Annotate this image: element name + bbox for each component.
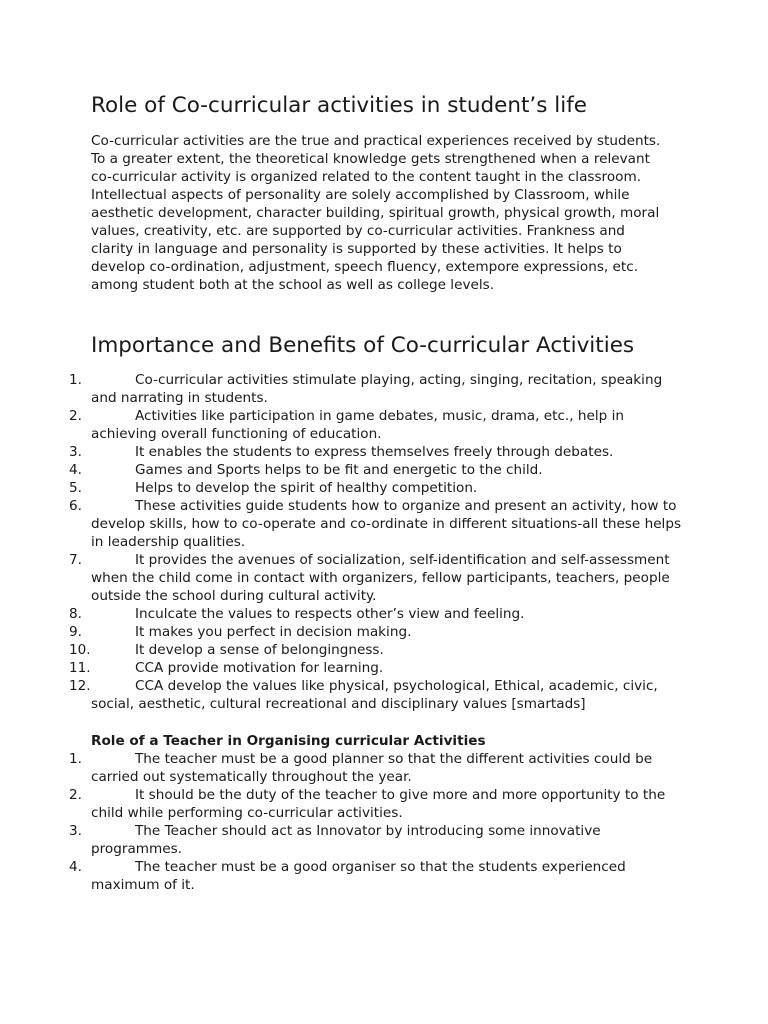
list-item bbox=[0, 822, 690, 858]
list-number: 1. bbox=[69, 372, 82, 388]
list-text: CCA provide motivation for learning. bbox=[135, 660, 384, 676]
teacher-roles-list bbox=[0, 750, 690, 894]
list-text: CCA develop the values like physical, psychological, Ethical, academic, civic, social, aesthetic, cultural recreational and disciplinary values [smartads] bbox=[91, 678, 658, 712]
list-text: These activities guide students how to organize and present an activity, how to develop skills, how to co-operate and co-ordinate in different situations-all these helps in leadership qualities. bbox=[91, 498, 682, 550]
list-text: It makes you perfect in decision making. bbox=[135, 624, 412, 640]
list-item bbox=[0, 605, 690, 623]
list-number: 12. bbox=[69, 678, 91, 694]
list-item bbox=[0, 623, 690, 641]
intro-paragraph: Co-curricular activities are the true and practical experiences received by students. To a greater extent, the theoretical knowledge gets strengthened when a relevant co-curricular activity is organized related to the content taught in the classroom. Intellectual aspects of personality are solely accomplished by Classroom, while aesthetic development, character building, spiritual growth, physical growth, moral values, creativity, etc. are supported by co-curricular activities. Frankness and clarity in language and personality is supported by these activities. It helps to develop co-ordination, adjustment, speech fluency, extempore expressions, etc. among student both at the school as well as college levels. bbox=[91, 133, 661, 293]
list-number: 6. bbox=[69, 498, 82, 514]
list-item bbox=[0, 750, 690, 786]
list-text: It should be the duty of the teacher to give more and more opportunity to the child while performing co-curricular activities. bbox=[91, 787, 666, 821]
list-number: 11. bbox=[69, 660, 91, 676]
list-number: 3. bbox=[69, 444, 82, 460]
list-item bbox=[0, 497, 690, 551]
list-text: The teacher must be a good organiser so that the students experienced maximum of it. bbox=[91, 859, 626, 893]
list-text: The Teacher should act as Innovator by introducing some innovative programmes. bbox=[91, 823, 601, 857]
list-text: Helps to develop the spirit of healthy competition. bbox=[135, 480, 478, 496]
list-text: The teacher must be a good planner so that the different activities could be carried out systematically throughout the year. bbox=[91, 751, 653, 785]
benefits-list bbox=[0, 371, 690, 713]
list-number: 1. bbox=[69, 751, 82, 767]
list-text: It develop a sense of belongingness. bbox=[135, 642, 384, 658]
list-item bbox=[0, 443, 690, 461]
list-text: It enables the students to express themselves freely through debates. bbox=[135, 444, 614, 460]
list-number: 10. bbox=[69, 642, 91, 658]
list-number: 9. bbox=[69, 624, 82, 640]
list-item bbox=[0, 407, 690, 443]
list-number: 7. bbox=[69, 552, 82, 568]
benefits-heading: Importance and Benefits of Co-curricular Activities bbox=[91, 333, 635, 358]
list-item bbox=[0, 641, 690, 659]
list-number: 4. bbox=[69, 462, 82, 478]
list-item bbox=[0, 371, 690, 407]
list-number: 4. bbox=[69, 859, 82, 875]
main-heading: Role of Co-curricular activities in student’s life bbox=[91, 93, 588, 118]
list-item bbox=[0, 858, 690, 894]
list-number: 5. bbox=[69, 480, 82, 496]
list-text: Inculcate the values to respects other’s view and feeling. bbox=[135, 606, 525, 622]
list-text: It provides the avenues of socialization, self-identification and self-assessment when the child come in contact with organizers, fellow participants, teachers, people outside the school during cultural activity. bbox=[91, 552, 670, 604]
list-number: 8. bbox=[69, 606, 82, 622]
list-item bbox=[0, 551, 690, 605]
list-text: Co-curricular activities stimulate playing, acting, singing, recitation, speaking and narrating in students. bbox=[91, 372, 663, 406]
list-text: Games and Sports helps to be fit and energetic to the child. bbox=[135, 462, 543, 478]
list-item bbox=[0, 479, 690, 497]
list-number: 2. bbox=[69, 408, 82, 424]
list-item bbox=[0, 659, 690, 677]
teacher-role-heading: Role of a Teacher in Organising curricular Activities bbox=[91, 733, 486, 749]
list-number: 3. bbox=[69, 823, 82, 839]
list-item bbox=[0, 786, 690, 822]
list-text: Activities like participation in game debates, music, drama, etc., help in achieving overall functioning of education. bbox=[91, 408, 624, 442]
list-item bbox=[0, 677, 690, 713]
list-number: 2. bbox=[69, 787, 82, 803]
list-item bbox=[0, 461, 690, 479]
